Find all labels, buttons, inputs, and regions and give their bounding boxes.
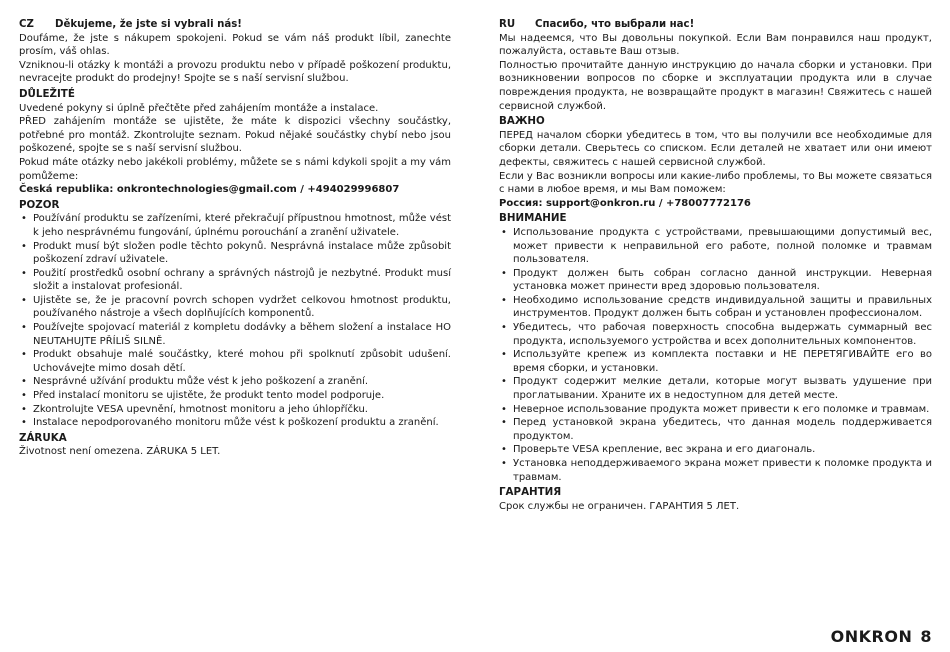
ru-important-heading: ВАЖНО [499, 115, 545, 128]
list-item: • Неверное использование продукта может привести к его поломке и травмам. [499, 403, 932, 417]
list-item: • Použití prostředků osobní ochrany a správných nástrojů je nezbytné. Produkt musí složit a instalovat profesionál. [19, 267, 451, 294]
list-item: • Instalace nepodporovaného monitoru může vést k poškození produktu a zranění. [19, 416, 451, 430]
ru-contact: Россия: support@onkron.ru / +78007772176 [499, 197, 751, 209]
list-item: • Zkontrolujte VESA upevnění, hmotnost monitoru a jeho úhlopříčku. [19, 403, 451, 417]
list-item: • Продукт должен быть собран согласно данной инструкции. Неверная установка может принести вред здоровью пользователя. [499, 267, 932, 294]
cz-important-heading: DŮLEŽITÉ [19, 87, 75, 100]
cz-caution-heading: POZOR [19, 198, 60, 211]
cz-intro-1: Doufáme, že jste s nákupem spokojeni. Pokud se vám náš produkt líbil, zanechte prosím, váš ohlas. [19, 32, 451, 58]
ru-lang-code: RU [499, 19, 516, 30]
russian-column [499, 18, 932, 513]
list-item: • Produkt obsahuje malé součástky, které mohou při spolknutí způsobit udušení. Uchovávejte mimo dosah dětí. [19, 348, 451, 375]
cz-intro-2: Vzniknou-li otázky k montáži a provozu produktu nebo v případě poškození produktu, nevracejte produkt do prodejny! Spojte se s naší servisní službou. [19, 59, 451, 85]
list-item: • Používání produktu se zařízeními, které překračují přípustnou hmotnost, může vést k jeho nesprávnému fungování, úplnému porouchání a zranění uživatele. [19, 212, 451, 239]
cz-warranty-text: Životnost není omezena. ZÁRUKA 5 LET. [19, 446, 221, 458]
ru-heading [499, 18, 932, 32]
page-number: 8 [920, 627, 932, 646]
list-item: • Продукт содержит мелкие детали, которые могут вызвать удушение при проглатывании. Храните их в недоступном для детей месте. [499, 375, 932, 402]
list-item: • Před instalací monitoru se ujistěte, že produkt tento model podporuje. [19, 389, 451, 403]
list-item: • Проверьте VESA крепление, вес экрана и его диагональ. [499, 443, 932, 457]
list-item: • Необходимо использование средств индивидуальной защиты и правильных инструментов. Продукт должен быть собран и установлен профессионалом. [499, 294, 932, 321]
list-item: • Používejte spojovací materiál z kompletu dodávky a během složení a instalace HO NEUTAHUJTE PŘÍLIŠ SILNĚ. [19, 321, 451, 348]
list-item: • Produkt musí být složen podle těchto pokynů. Nesprávná instalace může způsobit poškození zdraví uživatele. [19, 240, 451, 267]
list-item: • Использование продукта с устройствами, превышающими допустимый вес, может привести к неправильной его работе, полной поломке и травмам пользователя. [499, 226, 932, 267]
cz-contact: Česká republika: onkrontechnologies@gmail.com / +494029996807 [19, 184, 400, 196]
cz-important-2: PŘED zahájením montáže se ujistěte, že máte k dispozici všechny součástky, potřebné pro montáž. Zkontrolujte seznam. Pokud nějaké součástky chybí nebo jsou poškozené, spojte se s naší servisní službou. [19, 116, 451, 155]
list-item: • Используйте крепеж из комплекта поставки и НЕ ПЕРЕТЯГИВАЙТЕ его во время сборки, и установки. [499, 348, 932, 375]
ru-warranty-heading: ГАРАНТИЯ [499, 486, 562, 499]
cz-lang-code: CZ [19, 19, 34, 30]
ru-important-1: ПЕРЕД началом сборки убедитесь в том, что вы получили все необходимые для сборки детали. Сверьтесь со списком. Если деталей не хватает или они имеют дефекты, свяжитесь с нашей сервисной службой. [499, 129, 932, 168]
list-item: • Nesprávné užívání produktu může vést k jeho poškození a zranění. [19, 375, 451, 389]
list-item: • Установка неподдерживаемого экрана может привести к поломке продукта и травмам. [499, 457, 932, 484]
list-item: • Перед установкой экрана убедитесь, что данная модель поддерживается продуктом. [499, 416, 932, 443]
ru-caution-list [499, 226, 932, 484]
ru-important-2: Если у Вас возникли вопросы или какие-либо проблемы, то Вы можете связаться с нами в любое время, и мы Вам поможем: [499, 170, 932, 196]
ru-intro-1: Мы надеемся, что Вы довольны покупкой. Если Вам понравился наш продукт, пожалуйста, оставьте Ваш отзыв. [499, 32, 932, 58]
page-footer [831, 627, 932, 646]
cz-important-1: Uvedené pokyny si úplně přečtěte před zahájením montáže a instalace. [19, 102, 379, 114]
cz-caution-list [19, 212, 451, 430]
czech-column [19, 18, 451, 459]
ru-caution-heading: ВНИМАНИЕ [499, 212, 567, 225]
cz-important-3: Pokud máte otázky nebo jakékoli problémy, můžete se s námi kdykoli spojit a my vám pomůžeme: [19, 156, 451, 182]
ru-title: Спасибо, что выбрали нас! [535, 19, 695, 30]
list-item: • Убедитесь, что рабочая поверхность способна выдержать суммарный вес продукта, используемого устройства и всех дополнительных компонентов. [499, 321, 932, 348]
cz-title: Děkujeme, že jste si vybrali nás! [55, 19, 242, 30]
list-item: • Ujistěte se, že je pracovní povrch schopen vydržet celkovou hmotnost produktu, používaného nástroje a všech doplňujících komponentů. [19, 294, 451, 321]
cz-heading [19, 18, 451, 32]
brand-logo: ONKRON [830, 627, 913, 646]
ru-warranty-text: Срок службы не ограничен. ГАРАНТИЯ 5 ЛЕТ. [499, 500, 740, 512]
cz-warranty-heading: ZÁRUKA [19, 431, 67, 444]
ru-intro-2: Полностью прочитайте данную инструкцию до начала сборки и установки. При возникновении вопросов по сборке и эксплуатации продукта или в случае повреждения продукта, не возвращайте продукт в магазин! Свяжитесь с нашей сервисной службой. [499, 59, 932, 112]
